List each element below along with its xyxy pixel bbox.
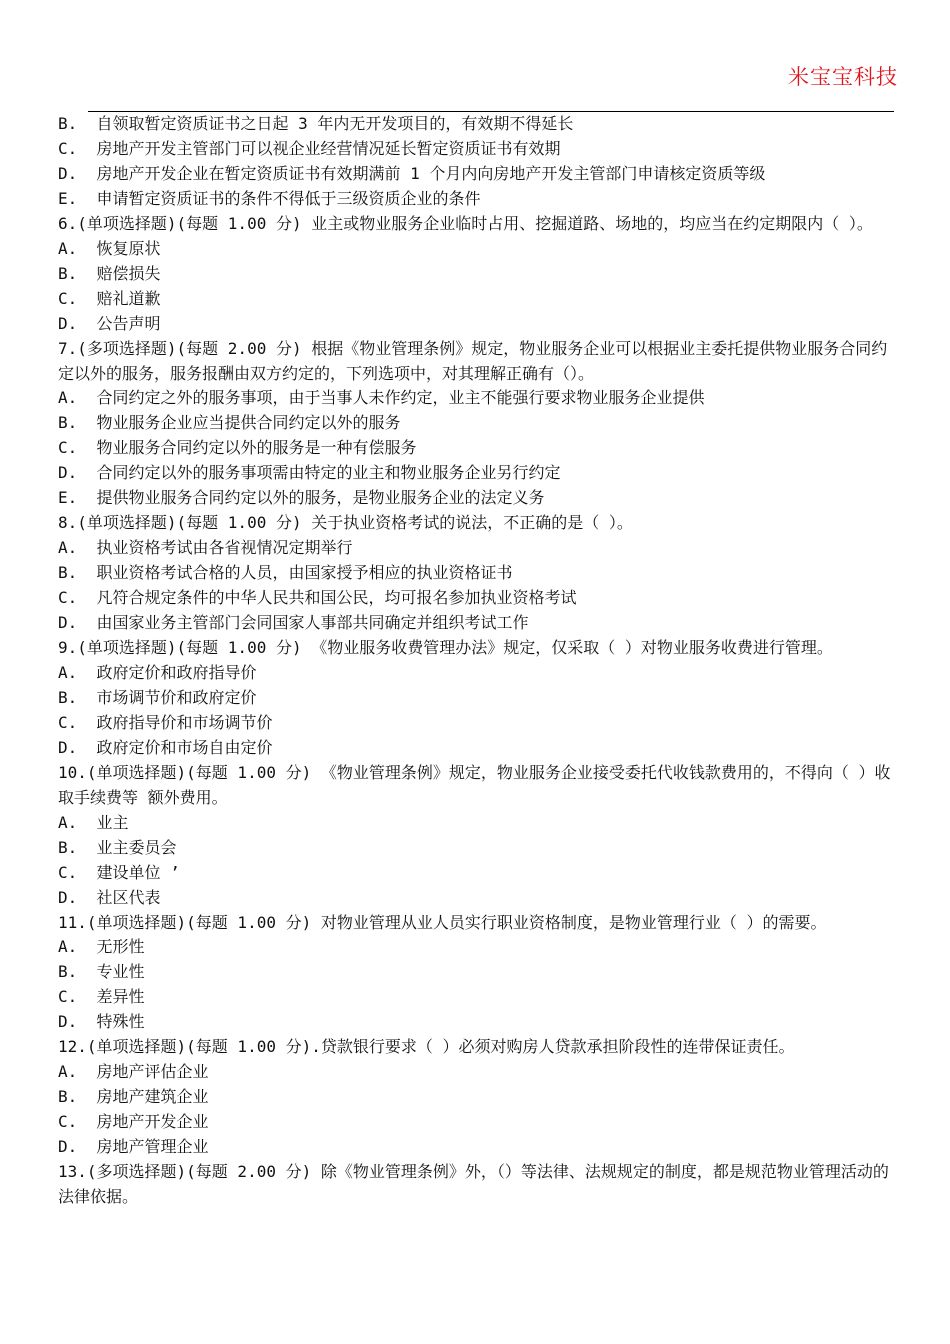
option-line: D. 由国家业务主管部门会同国家人事部共同确定并组织考试工作 — [58, 613, 529, 633]
question-stem: 11.(单项选择题)(每题 1.00 分) 对物业管理从业人员实行职业资格制度，是物业管理行业（ ）的需要。 — [58, 912, 827, 932]
option-line: D. 合同约定以外的服务事项需由特定的业主和物业服务企业另行约定 — [58, 463, 561, 483]
option-line: B. 自领取暂定资质证书之日起 3 年内无开发项目的，有效期不得延长 — [58, 114, 574, 133]
option-line: B. 房地产建筑企业 — [58, 1087, 209, 1107]
option-line: D. 特殊性 — [58, 1012, 145, 1032]
option-line: B. 赔偿损失 — [58, 263, 161, 283]
question-stem: 12.(单项选择题)(每题 1.00 分).贷款银行要求（ ）必须对购房人贷款承担阶段性的连带保证责任。 — [58, 1037, 795, 1057]
question-12 — [58, 1035, 900, 1160]
question-6 — [58, 212, 900, 337]
option-line: B. 专业性 — [58, 962, 145, 982]
option-line: C. 建设单位 ’ — [58, 862, 180, 882]
option-line: D. 政府定价和市场自由定价 — [58, 737, 273, 757]
question-stem: 6.(单项选择题)(每题 1.00 分) 业主或物业服务企业临时占用、挖掘道路、场地的，均应当在约定期限内（ ）。 — [58, 213, 873, 233]
question-11 — [58, 911, 900, 1036]
option-line: D. 房地产开发企业在暂定资质证书有效期满前 1 个月内向房地产开发主管部门申请核定资质等级 — [58, 163, 766, 183]
option-line: B. 市场调节价和政府定价 — [58, 687, 257, 707]
question-7 — [58, 337, 900, 512]
question-stem: 10.(单项选择题)(每题 1.00 分) 《物业管理条例》规定，物业服务企业接受委托代收钱款费用的，不得向（ ）收取手续费等 额外费用。 — [58, 762, 891, 807]
option-line: B. 职业资格考试合格的人员，由国家授予相应的执业资格证书 — [58, 563, 513, 583]
question-8 — [58, 511, 900, 636]
question-stem: 9.(单项选择题)(每题 1.00 分) 《物业服务收费管理办法》规定，仅采取（ ）对物业服务收费进行管理。 — [58, 638, 833, 658]
option-line: D. 公告声明 — [58, 313, 161, 333]
option-line: B. 物业服务企业应当提供合同约定以外的服务 — [58, 413, 401, 433]
option-line: C. 物业服务合同约定以外的服务是一种有偿服务 — [58, 438, 417, 458]
option-line: C. 凡符合规定条件的中华人民共和国公民，均可报名参加执业资格考试 — [58, 588, 577, 608]
question-10 — [58, 761, 900, 911]
option-line: D. 房地产管理企业 — [58, 1137, 209, 1157]
option-line: A. 业主 — [58, 812, 129, 832]
question-13 — [58, 1160, 900, 1210]
option-line: E. 申请暂定资质证书的条件不得低于三级资质企业的条件 — [58, 188, 481, 208]
question-9 — [58, 636, 900, 761]
question-stem: 8.(单项选择题)(每题 1.00 分) 关于执业资格考试的说法，不正确的是（ ）。 — [58, 513, 633, 533]
option-line: B. 业主委员会 — [58, 837, 177, 857]
option-line: A. 合同约定之外的服务事项，由于当事人未作约定，业主不能强行要求物业服务企业提供 — [58, 388, 705, 408]
brand-watermark: 米宝宝科技 — [788, 65, 898, 89]
document-body — [58, 112, 900, 1210]
question-stem: 13.(多项选择题)(每题 2.00 分) 除《物业管理条例》外，（）等法律、法规规定的制度，都是规范物业管理活动的法律依据。 — [58, 1162, 889, 1206]
option-line: C. 差异性 — [58, 987, 145, 1007]
option-line: C. 房地产开发主管部门可以视企业经营情况延长暂定资质证书有效期 — [58, 138, 561, 158]
option-line: A. 政府定价和政府指导价 — [58, 662, 257, 682]
option-line: D. 社区代表 — [58, 887, 161, 907]
option-line: E. 提供物业服务合同约定以外的服务，是物业服务企业的法定义务 — [58, 488, 545, 508]
question-stem: 7.(多项选择题)(每题 2.00 分) 根据《物业管理条例》规定，物业服务企业可以根据业主委托提供物业服务合同约定以外的服务，服务报酬由双方约定的，下列选项中，对其理解正确有（）。 — [58, 338, 888, 383]
option-line: A. 执业资格考试由各省视情况定期举行 — [58, 538, 353, 558]
option-line: C. 赔礼道歉 — [58, 288, 161, 308]
option-line: C. 政府指导价和市场调节价 — [58, 712, 273, 732]
option-line: A. 无形性 — [58, 937, 145, 957]
option-line: A. 恢复原状 — [58, 238, 161, 258]
option-line: A. 房地产评估企业 — [58, 1062, 209, 1082]
option-line: C. 房地产开发企业 — [58, 1112, 209, 1132]
